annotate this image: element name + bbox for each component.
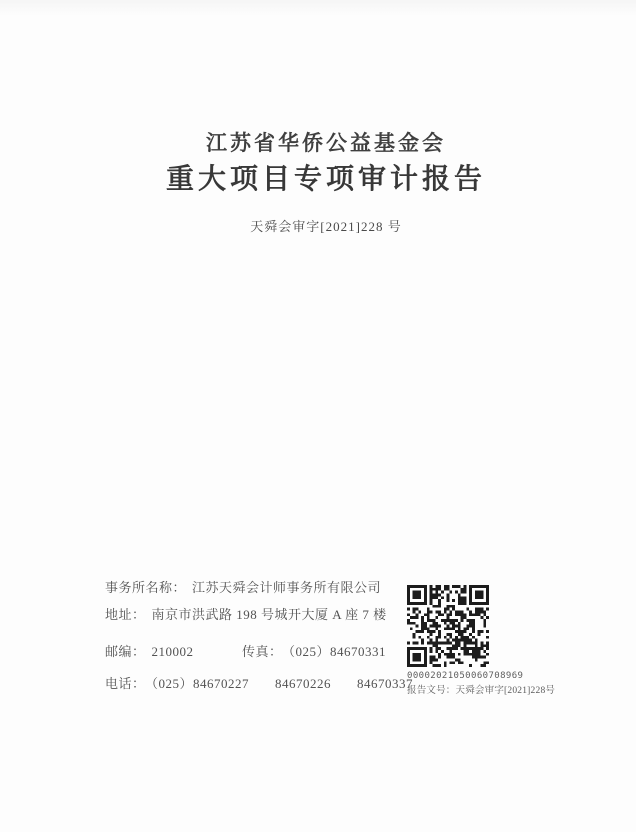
qr-serial-number: 00002021050060708969 [407,671,524,681]
phone-value-1: （025）84670227 [151,676,250,691]
firm-name-label: 事务所名称： [105,580,187,595]
fax-value: （025）84670331 [288,644,387,659]
postcode-label: 邮编： [105,644,146,659]
qr-document-number-value: 天舜会审字[2021]228号 [455,686,556,696]
qr-document-number [407,682,556,696]
fax-pair [242,641,386,660]
phone-label: 电话： [105,676,146,691]
report-title: 重大项目专项审计报告 [165,164,486,196]
fax-label: 传真： [242,644,283,659]
qr-document-number-label: 报告文号： [407,686,456,696]
phone-value-3: 84670337 [357,676,414,691]
firm-name-row [105,577,381,596]
report-reference-number: 天舜会审字[2021]228 号 [250,218,402,234]
postcode-fax-row [105,641,387,660]
address-row [105,604,387,623]
phone-value-2: 84670226 [275,676,332,691]
qr-code [407,584,489,668]
organization-name: 江苏省华侨公益基金会 [206,131,446,155]
scan-artifact-band [0,0,636,16]
title-block [0,131,636,235]
postcode-value: 210002 [151,644,194,659]
address-value: 南京市洪武路 198 号城开大厦 A 座 7 楼 [151,607,387,622]
phone-row [105,673,413,692]
qr-block [407,584,556,696]
address-label: 地址： [105,607,146,622]
firm-name-value: 江苏天舜会计师事务所有限公司 [192,580,382,595]
